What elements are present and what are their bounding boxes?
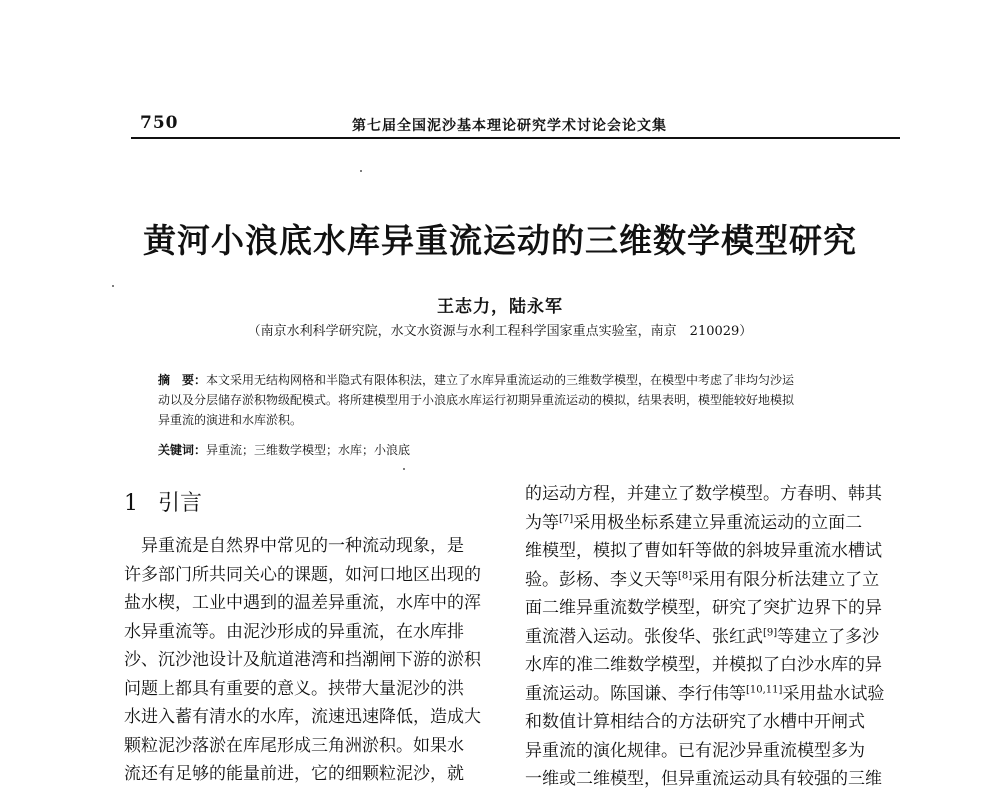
body-line: 水进入蓄有清水的水库，流速迅速降低，造成大 [124,707,481,727]
citation: [9] [763,626,778,638]
abstract-label: 摘 要： [158,373,207,387]
body-line: 流还有足够的能量前进，它的细颗粒泥沙，就 [124,764,464,784]
left-column [124,532,494,789]
body-text: 等建立了多沙 [777,626,880,647]
body-line: 颗粒泥沙落淤在库尾形成三角洲淤积。如果水 [124,735,464,756]
keywords-label: 关键词： [158,443,207,457]
header-rule [131,137,900,139]
abstract-line: 异重流的演进和水库淤积。 [158,413,303,427]
body-line: 面二维异重流数学模型，研究了突扩边界下的异 [525,598,882,618]
keywords [158,440,878,460]
section-title: 引言 [158,491,203,516]
body-line: 水异重流等。由泥沙形成的异重流，在水库排 [124,621,464,642]
body-line: 维模型，模拟了曹如轩等做的斜坡异重流水槽试 [525,541,882,561]
right-column [525,480,905,794]
body-line: 的运动方程，并建立了数学模型。方春明、韩其 [525,484,882,504]
citation: [8] [678,569,693,581]
scan-speck [403,468,405,470]
body-text: 为等 [525,512,559,533]
page-number: 750 [140,113,179,133]
scan-speck [360,170,362,172]
section-number: 1 [124,491,138,516]
body-line [525,566,905,595]
body-text: 重流潜入运动。张俊华、张红武 [525,626,763,647]
body-line: 沙、沉沙池设计及航道港湾和挡潮闸下游的淤积 [124,650,481,670]
body-text: 采用极坐标系建立异重流运动的立面二 [573,512,863,533]
abstract [158,370,878,430]
keywords-text: 异重流；三维数学模型；水库；小浪底 [206,443,411,457]
body-line [525,680,905,709]
body-line: 许多部门所共同关心的课题，如河口地区出现的 [124,564,481,585]
body-text: 验。彭杨、李义天等 [525,569,678,590]
abstract-text: 本文采用无结构网格和半隐式有限体积法，建立了水库异重流运动的三维数学模型，在模型中考虑了非均匀沙运 [206,373,795,387]
section-heading [124,486,202,517]
body-line: 异重流是自然界中常见的一种流动现象，是 [124,536,464,556]
abstract-line: 动以及分层储存淤积物级配模式。将所建模型用于小浪底水库运行初期异重流运动的模拟，结果表明，模型能较好地模拟 [158,393,795,407]
citation: [7] [559,512,574,524]
scan-speck [112,285,114,287]
body-line: 问题上都具有重要的意义。挟带大量泥沙的洪 [124,678,464,699]
paper-title: 黄河小浪底水库异重流运动的三维数学模型研究 [143,221,857,260]
body-text: 采用盐水试验 [782,683,885,704]
abstract-line [158,370,878,390]
running-head: 第七届全国泥沙基本理论研究学术讨论会论文集 [352,118,667,134]
citation: [10,11] [746,683,783,695]
affiliation: （南京水利科学研究院，水文水资源与水利工程科学国家重点实验室，南京 210029） [247,324,753,339]
body-line [525,509,905,538]
body-text: 采用有限分析法建立了立 [692,569,880,590]
body-line: 水库的准二维数学模型，并模拟了白沙水库的异 [525,655,882,675]
body-text: 重流运动。陈国谦、李行伟等 [525,683,746,704]
body-line [525,623,905,652]
body-line: 一维或二维模型，但异重流运动具有较强的三维 [525,769,882,789]
authors: 王志力，陆永军 [437,297,563,317]
body-line: 和数值计算相结合的方法研究了水槽中开闸式 [525,712,865,732]
body-line: 盐水楔，工业中遇到的温差异重流，水库中的浑 [124,593,481,613]
body-line: 异重流的演化规律。已有泥沙异重流模型多为 [525,740,865,761]
